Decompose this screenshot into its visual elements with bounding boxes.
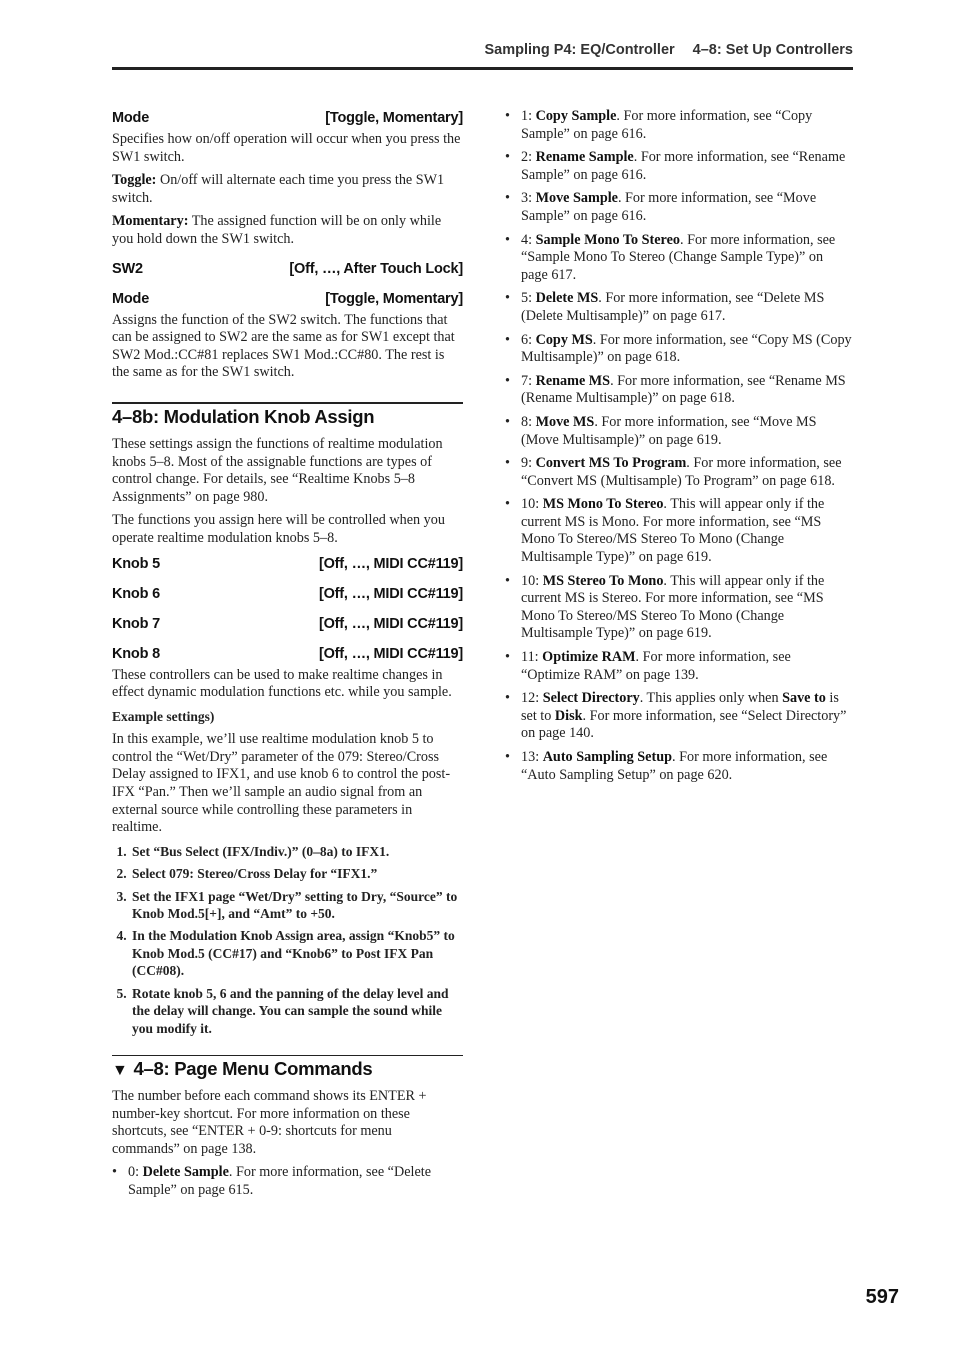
list-item: • 10: MS Mono To Stereo. This will appear only if the current MS is Mono. For more information, see “MS Mono To Stereo/MS Stereo To Mono (Change Multisample Type)” on page 619. (505, 496, 853, 566)
list-item: • 2: Rename Sample. For more information, see “Rename Sample” on page 616. (505, 149, 853, 184)
page-menu-section (112, 1055, 463, 1200)
list-item: • 6: Copy MS. For more information, see “Copy MS (Copy Multisample)” on page 618. (505, 332, 853, 367)
list-item: • 7: Rename MS. For more information, see “Rename MS (Rename Multisample)” on page 618. (505, 373, 853, 408)
menu-list-right (505, 108, 853, 784)
list-item: • 8: Move MS. For more information, see “Move MS (Move Multisample)” on page 619. (505, 414, 853, 449)
list-item: • 0: Delete Sample. For more information, see “Delete Sample” on page 615. (112, 1164, 463, 1199)
triangle-down-icon: ▼ (112, 1061, 128, 1079)
param-knob-7: Knob 7 [Off, …, MIDI CC#119] (112, 615, 463, 632)
list-item: • 11: Optimize RAM. For more information, see “Optimize RAM” on page 139. (505, 649, 853, 684)
param-knob-8: Knob 8 [Off, …, MIDI CC#119] (112, 645, 463, 662)
example-heading: Example settings) (112, 708, 215, 724)
list-item: • 3: Move Sample. For more information, see “Move Sample” on page 616. (505, 190, 853, 225)
menu-list-left (112, 1164, 463, 1199)
list-item: • 1: Copy Sample. For more information, see “Copy Sample” on page 616. (505, 108, 853, 143)
sw2-description: Assigns the function of the SW2 switch. The functions that can be assigned to SW2 are the same as for SW1 except that SW2 Mod.:CC#81 replaces SW1 Mod.:CC#80. The rest is the same as for the SW1 switch. (112, 311, 455, 381)
list-item: • 10: MS Stereo To Mono. This will appear only if the current MS is Stereo. For more information, see “MS Mono To Stereo/MS Stereo To Mono (Change Multisample Type)” on page 619. (505, 573, 853, 643)
header-page: 4–8: Set Up Controllers (692, 42, 853, 58)
mod-paragraph-2: The functions you assign here will be controlled when you operate realtime modulation knobs 5–8. (112, 512, 445, 546)
example-paragraph: In this example, we’ll use realtime modulation knob 5 to control the “Wet/Dry” parameter of the 079: Stereo/Cross Delay assigned to IFX1, and use knob 6 to control the post-IFX “Pan.” Then we’ll sample an audio signal from an external source while controlling these parameters in realtime. (112, 731, 451, 836)
section-title-modulation: 4–8b: Modulation Knob Assign (112, 405, 375, 427)
menu-paragraph: The number before each command shows its ENTER + number-key shortcut. For more information on these shortcuts, see “ENTER + 0-9: shortcuts for menu commands” on page 138. (112, 1087, 427, 1157)
section-title-menu: ▼ 4–8: Page Menu Commands (112, 1057, 373, 1079)
list-item: • 5: Delete MS. For more information, see “Delete MS (Delete Multisample)” on page 617. (505, 290, 853, 325)
param-knob-5: Knob 5 [Off, …, MIDI CC#119] (112, 555, 463, 572)
momentary-description: Momentary: The assigned function will be on only while you hold down the SW1 switch. (112, 213, 442, 247)
header-rule (112, 67, 853, 70)
right-column (505, 108, 853, 790)
list-item: • 12: Select Directory. This applies only when Save to is set to Disk. For more information, see “Select Directory” on page 140. (505, 690, 853, 743)
step-item: 3. Set the IFX1 page “Wet/Dry” setting to Dry, “Source” to Knob Mod.5[+], and “Amt” to +50. (130, 888, 463, 923)
toggle-description: Toggle: On/off will alternate each time you press the SW1 switch. (112, 172, 445, 206)
param-sw2: SW2 [Off, …, After Touch Lock] (112, 260, 463, 277)
knobs-description: These controllers can be used to make realtime changes in effect dynamic modulation functions etc. while you sample. (112, 666, 452, 701)
list-item: • 9: Convert MS To Program. For more information, see “Convert MS (Multisample) To Program” on page 618. (505, 455, 853, 490)
step-item: 5. Rotate knob 5, 6 and the panning of the delay level and the delay will change. You can sample the sound while you modify it. (130, 985, 463, 1037)
step-item: 2. Select 079: Stereo/Cross Delay for “IFX1.” (130, 865, 463, 882)
mode1-description: Specifies how on/off operation will occur when you press the SW1 switch. (112, 131, 461, 165)
left-column (112, 108, 463, 1205)
example-steps (112, 843, 463, 1037)
step-item: 1. Set “Bus Select (IFX/Indiv.)” (0–8a) to IFX1. (130, 843, 463, 860)
step-item: 4. In the Modulation Knob Assign area, assign “Knob5” to Knob Mod.5 (CC#17) and “Knob6” to Post IFX Pan (CC#08). (130, 927, 463, 979)
list-item: • 13: Auto Sampling Setup. For more information, see “Auto Sampling Setup” on page 620. (505, 749, 853, 784)
list-item: • 4: Sample Mono To Stereo. For more information, see “Sample Mono To Stereo (Change Sample Type)” on page 617. (505, 232, 853, 285)
page-number: 597 (865, 1286, 899, 1308)
param-knob-6: Knob 6 [Off, …, MIDI CC#119] (112, 585, 463, 602)
param-mode-sw2: Mode [Toggle, Momentary] (112, 290, 463, 307)
mod-paragraph-1: These settings assign the functions of realtime modulation knobs 5–8. Most of the assignable functions are types of control change. For details, see “Realtime Knobs 5–8 Assignments” on page 980. (112, 435, 443, 505)
param-mode-sw1: Mode [Toggle, Momentary] (112, 110, 463, 126)
modulation-knob-section (112, 402, 463, 1037)
header-section: Sampling P4: EQ/Controller (484, 42, 675, 58)
running-header (112, 42, 853, 58)
